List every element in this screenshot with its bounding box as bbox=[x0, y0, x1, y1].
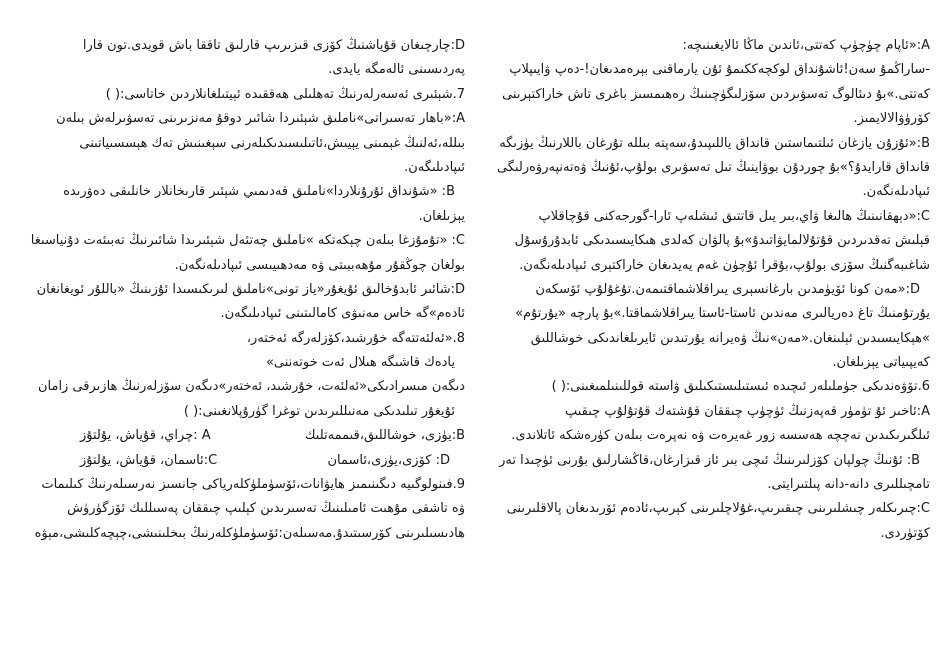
text-line: 7.شېئىرى ئەسەرلەرنىڭ تەھلىلى ھەققىدە ئېيتىلغانلاردىن خاتاسى:( ) bbox=[105, 86, 465, 102]
answer-options-row-2 bbox=[20, 449, 465, 473]
text-line: دىگەن مىسرادىكى«ئەلئەت، خۇرشىد، ئەختەر»دىگەن سۆزلەرنىڭ ھازىرقى زامان bbox=[37, 379, 465, 395]
text-line: يۇرتۇمنىڭ تاغ دەريالىرى مەندىن ئاستا-ئاستا يىراقلاشماقتا.»بۇ پارچە «يۇرتۇم» bbox=[515, 306, 930, 322]
text-line: C:چىرىكلەر چىشلىرىنى چىقىرىپ،غۇلاچلىرىنى كېرىپ،ئادەم ئۆرىدىغان پالاقلىرىنى bbox=[506, 501, 930, 517]
text-line: C:«دېھقانىنىڭ ھالىغا ۋاي،بىر يىل قاتتىق ئىشلەپ ئارا-گورجەكنى قۇچاقلاپ bbox=[538, 208, 930, 224]
text-line: كەيپىياتى يېزىلغان. bbox=[832, 355, 930, 371]
text-line: D:چارچىغان قۇياشنىڭ كۆزى قىزىرىپ قارلىق تاققا باش قويدى.تون قارا bbox=[82, 38, 465, 53]
text-line: 8.«ئەلئەتتەگە خۇرشىد،كۆزلەرگە ئەختەر، bbox=[246, 330, 465, 346]
text-line: بىللە،ئەلنىڭ غېمىنى يېيىش،ئاتىلىسىدىكىلەرنى سېغىنىش تەك ھېسسىياتىنى bbox=[79, 135, 465, 151]
text-line: كەتتى.»بۇ دىئالوگ تەسۋىردىن سۆزلىگۈچىنىڭ رەھىمسىز باغرى تاش خاراكتېرىنى bbox=[502, 86, 930, 102]
text-line: »ھېكايىسىدىن ئېلىنغان.«مەن»نىڭ ۋەيرانە يۇرتىدىن ئايرىلغاندىكى خوشاللىق bbox=[530, 330, 930, 346]
text-line: يادەك قاشىگە ھىلال ئەت خوتەننى» bbox=[265, 355, 455, 371]
text-line: يېزىلغان. bbox=[418, 208, 465, 224]
text-line: بولغان چوڭقۇر مۇھەببىتى ۋە مەدھىيىسى ئىپادىلەنگەن. bbox=[174, 257, 465, 273]
text-line: B: ئۇنىڭ چولپان كۆزلىرىنىڭ ئىچى بىر ئاز قىزارغان،قاڭشارلىق بۇرنى ئۈچىدا تەر bbox=[499, 452, 920, 468]
text-line: شاغىبەگنىڭ سۆزى بولۇپ،بۇقرا ئۇچۈن غەم يەيدىغان خاراكتېرى ئىپادىلەنگەن. bbox=[519, 257, 930, 273]
option-b: B:يۈزى، خوشاللىق،قىممەتلىك bbox=[304, 428, 465, 444]
text-line: A:«ئاپام چۈچۈپ كەتتى،ئاندىن ماڭا ئالايغىنىچە: bbox=[682, 38, 930, 53]
text-line: قانداق قارايدۇ؟»بۇ چوردۇن بوۋاينىڭ تىل تەسۋىرى بولۇپ،ئۇنىڭ ۋەتەنپەرۋەرلىگى bbox=[496, 159, 930, 175]
text-line: قېلىش تەقدىردىن قۇتۇلالمايۋاتىدۇ»بۇ پالۋان كەلدى ھىكايىسىدىكى ئابدۇرۇسۇل bbox=[514, 233, 930, 249]
text-line: ئىپادىلىگەن. bbox=[404, 159, 465, 175]
right-text-column bbox=[485, 34, 930, 671]
text-line: D:«مەن كونا ئۆيۈمدىن بارغانسېرى يىراقلاشماقتىمەن.تۇغۇلۇپ ئۆسكەن bbox=[535, 281, 920, 297]
text-line: ۋە تاشقى مۇھىت ئامىلىنىڭ تەسىرىدىن كېلىپ چىققان پەسىللىك ئۆزگۈرۈش bbox=[67, 501, 465, 517]
text-line: -ساراڭمۇ سەن!ئاشۇنداق لوكچەككىمۇ ئۇن يارماقنى بېرەمدىغان!-دەپ ۋايىپلاپ bbox=[509, 62, 930, 78]
text-line: 6.تۆۋەندىكى جۈملىلەر ئىچىدە ئىستىلىستىكىلىق ۋاستە قوللىنىلمىغىنى:( ) bbox=[551, 379, 930, 395]
text-line: ھادىسىلىرىنى كۆرسىتىدۇ.مەسىلەن:ئۆسۈملۈكلەرنىڭ بىخلىنىشى،چېچەكلىشى،مېۋە bbox=[34, 525, 465, 541]
text-line: ئۇيغۇر تىلىدىكى مەنىللىرىدىن توغرا گۈرۇپلانغىنى:( ) bbox=[183, 403, 455, 419]
option-a: A :چراي، قۇياش، يۇلتۇز bbox=[80, 428, 211, 444]
text-line: B:«ئۇزۇن يازغان ئىلتىماستىن قانداق ياللىپىدۇ،سەپتە بىللە تۇرغان باللارنىڭ يۈزىگە bbox=[499, 135, 930, 151]
text-line: ئادەم»گە خاس مەنىۋى كامالىتىنى ئىپادىلىگەن. bbox=[220, 306, 465, 322]
text-line: C: «تۇمۇزغا بىلەن چېكەتكە »ناملىق چەتئەل شېئىرىدا شائىرنىڭ تەبىئەت دۇنياسىغا bbox=[30, 233, 465, 249]
text-line: ئىپادىلەنگەن. bbox=[862, 184, 930, 200]
text-line: كۆرۈۋالالايمىز. bbox=[853, 111, 930, 127]
text-line: تامچىللىرى دانە-دانە پىلتىرايتى. bbox=[767, 477, 930, 493]
text-line: D:شائىر ئابدۇخالىق ئۇيغۇر«ياز تونى»ناملىق لىرىكىسىدا ئۇزىنىڭ «باللۇر ئويغانغان bbox=[36, 281, 465, 297]
left-text-column bbox=[20, 34, 465, 671]
option-c: C:ئاسمان، قۇياش، يۇلتۇز bbox=[80, 452, 218, 468]
text-line: 9.فىنولوگىيە دىگىنىمىز ھايۋانات،ئۆسۈملۈكلەرياكى جانسىز نەرسىلەرنىڭ كىلىمات bbox=[41, 477, 465, 493]
text-line: كۆتۈردى. bbox=[880, 525, 930, 541]
answer-options-row-1 bbox=[20, 424, 465, 448]
text-line: ئىلگىرىكىدىن نەچچە ھەسسە زور غەيرەت ۋە نەپرەت بىلەن كۈرەشكە ئاتلاندى. bbox=[511, 428, 930, 444]
text-line: A:ئاخىر ئۇ تۈمۈر قەپەزنىڭ ئۈچۈپ چىققان قۇشتەك قۇتۇلۇپ چىقىپ bbox=[564, 403, 930, 419]
option-d: D: كۆزى،يۈزى،ئاسمان bbox=[327, 452, 450, 468]
text-line: پەردىسىنى ئالەمگە يايدى. bbox=[328, 62, 465, 78]
text-line: B: «شۇنداق ئۇرۇنلاردا»ناملىق قەدىمىي شېئىر قارىخانلار خانلىقى دەۋرىدە bbox=[63, 184, 455, 200]
text-line: A:«باھار تەسىراتى»ناملىق شېئىردا شائىر دوقۇ مەنزىرىنى تەسۋىرلەش بىلەن bbox=[56, 111, 465, 127]
